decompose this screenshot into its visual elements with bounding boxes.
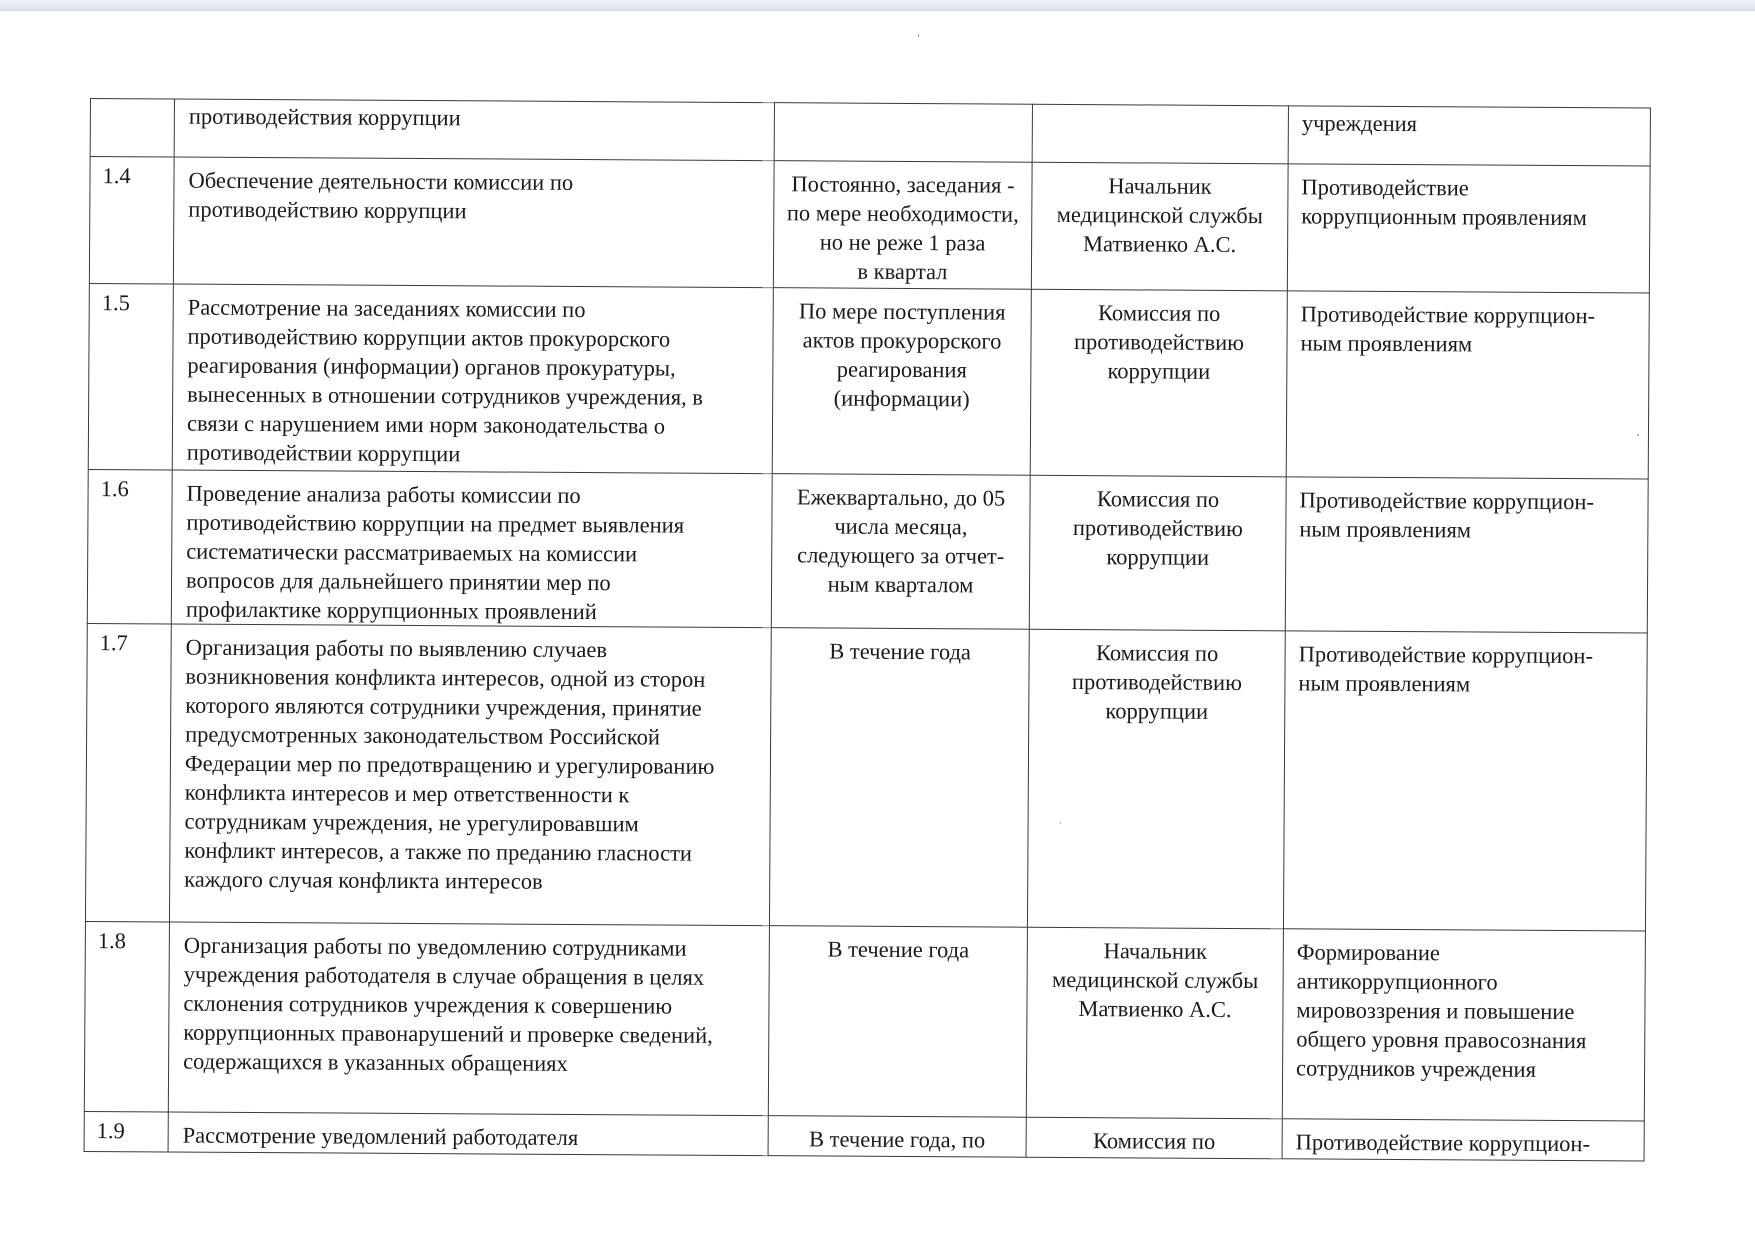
term-text: Ежеквартально, до 05 числа месяца, следующего за отчет- ным кварталом bbox=[796, 484, 1006, 598]
term-text bbox=[775, 103, 1032, 107]
responsible-text: Комиссия по bbox=[1092, 1128, 1216, 1154]
cell-term bbox=[773, 161, 1032, 290]
row-number bbox=[103, 99, 174, 101]
cell-responsible bbox=[1026, 1117, 1282, 1159]
activity-text: Проведение анализа работы комиссии по противодействию коррупции на предмет выявления систематически рассматриваемых на комиссии вопросов для дальнейшего принятии мер по профилактике коррупционных проявлений bbox=[185, 480, 685, 625]
row-number: 1.8 bbox=[97, 928, 127, 954]
cell-term bbox=[768, 1116, 1026, 1158]
table-row-continuation bbox=[90, 99, 1650, 167]
cell-responsible bbox=[1026, 927, 1283, 1119]
cell-term bbox=[774, 103, 1032, 163]
table-row bbox=[88, 283, 1649, 479]
scan-speck bbox=[918, 34, 919, 37]
responsible-text bbox=[1033, 105, 1288, 109]
action-plan-table bbox=[84, 98, 1651, 1162]
table-row bbox=[84, 1111, 1644, 1161]
term-text: В течение года bbox=[829, 638, 972, 665]
cell-activity bbox=[172, 284, 773, 474]
table-row bbox=[89, 157, 1650, 294]
cell-result bbox=[1287, 164, 1650, 293]
cell-term bbox=[768, 926, 1027, 1118]
responsible-text: Начальник медицинской службы Матвиенко А.С. bbox=[1056, 173, 1263, 258]
row-number: 1.6 bbox=[100, 476, 129, 502]
cell-responsible bbox=[1032, 104, 1288, 164]
cell-responsible bbox=[1030, 289, 1287, 477]
term-text: В течение года, по bbox=[809, 1126, 986, 1153]
cell-term bbox=[769, 628, 1029, 928]
activity-text: противодействия коррупции bbox=[188, 103, 461, 131]
result-text: Противодействие коррупционным проявлениям bbox=[1301, 174, 1587, 231]
cell-term bbox=[771, 474, 1030, 630]
term-text: По мере поступления актов прокурорского реагирования (информации) bbox=[798, 298, 1006, 412]
cell-number bbox=[89, 157, 174, 285]
cell-activity bbox=[168, 922, 769, 1116]
term-text: В течение года bbox=[827, 936, 970, 963]
cell-result bbox=[1286, 291, 1649, 479]
cell-result bbox=[1288, 106, 1650, 166]
responsible-text: Начальник медицинской службы Матвиенко А.С. bbox=[1051, 938, 1259, 1022]
cell-number bbox=[88, 283, 173, 470]
result-text: учреждения bbox=[1301, 110, 1418, 137]
activity-text: Обеспечение деятельности комиссии по противодействию коррупции bbox=[188, 167, 574, 224]
cell-activity bbox=[173, 157, 774, 288]
result-text: Противодействие коррупцион- ным проявлениям bbox=[1298, 641, 1594, 697]
cell-activity bbox=[174, 99, 774, 161]
cell-number bbox=[84, 1111, 168, 1152]
result-text: Противодействие коррупцион- ным проявлениям bbox=[1300, 301, 1596, 357]
table-row bbox=[87, 469, 1648, 633]
result-text: Формирование антикоррупционного мировоззрения и повышение общего уровня правосознания сотрудников учреждения bbox=[1296, 939, 1587, 1082]
cell-number bbox=[84, 921, 169, 1112]
cell-responsible bbox=[1027, 629, 1285, 929]
cell-result bbox=[1282, 929, 1645, 1121]
cell-responsible bbox=[1029, 475, 1286, 631]
cell-result bbox=[1282, 1119, 1644, 1161]
term-text: Постоянно, заседания - по мере необходимости, но не реже 1 раза в квартал bbox=[786, 171, 1019, 285]
cell-responsible bbox=[1031, 162, 1288, 291]
cell-activity bbox=[169, 624, 771, 926]
result-text: Противодействие коррупцион- ным проявлениям bbox=[1299, 487, 1595, 543]
activity-text: Рассмотрение на заседаниях комиссии по противодействию коррупции актов прокурорского реагирования (информации) органов прокуратуры, вынесенных в отношении сотрудников учреждения, в связи с нарушением ими норм законодательства о противодействии коррупции bbox=[186, 294, 704, 467]
row-number: 1.4 bbox=[102, 163, 131, 189]
cell-result bbox=[1283, 631, 1647, 931]
row-number: 1.5 bbox=[101, 290, 130, 316]
responsible-text: Комиссия по противодействию коррупции bbox=[1072, 486, 1243, 570]
activity-text: Организация работы по выявлению случаев возникновения конфликта интересов, одной из сторон которого являются сотрудники учреждения, принятие предусмотренных законодательством Российской Федерации мер по предотвращению и урегулированию конфликта интересов и мер ответственности к сотрудникам учреждения, не урегулировавшим конфликт интересов, а также по преданию гласности каждого случая конфликта интересов bbox=[184, 634, 715, 894]
table-row bbox=[84, 921, 1645, 1121]
cell-number bbox=[85, 623, 171, 922]
cell-term bbox=[772, 288, 1031, 476]
responsible-text: Комиссия по противодействию коррупции bbox=[1073, 300, 1245, 384]
cell-number bbox=[90, 99, 174, 158]
activity-text: Организация работы по уведомлению сотрудниками учреждения работодателя в случае обращения в целях склонения сотрудников учреждения к совершению коррупционных правонарушений и проверке сведений, содержащихся в указанных обращениях bbox=[183, 932, 713, 1076]
responsible-text: Комиссия по противодействию коррупции bbox=[1071, 640, 1243, 724]
activity-text: Рассмотрение уведомлений работодателя bbox=[182, 1122, 579, 1151]
table-row bbox=[85, 623, 1647, 931]
row-number: 1.7 bbox=[99, 630, 128, 656]
result-text: Противодействие коррупцион- bbox=[1295, 1129, 1591, 1157]
cell-activity bbox=[171, 470, 772, 628]
cell-result bbox=[1285, 477, 1648, 633]
scan-top-edge bbox=[0, 0, 1755, 11]
cell-number bbox=[87, 469, 172, 624]
row-number: 1.9 bbox=[96, 1118, 125, 1144]
cell-activity bbox=[168, 1112, 768, 1156]
